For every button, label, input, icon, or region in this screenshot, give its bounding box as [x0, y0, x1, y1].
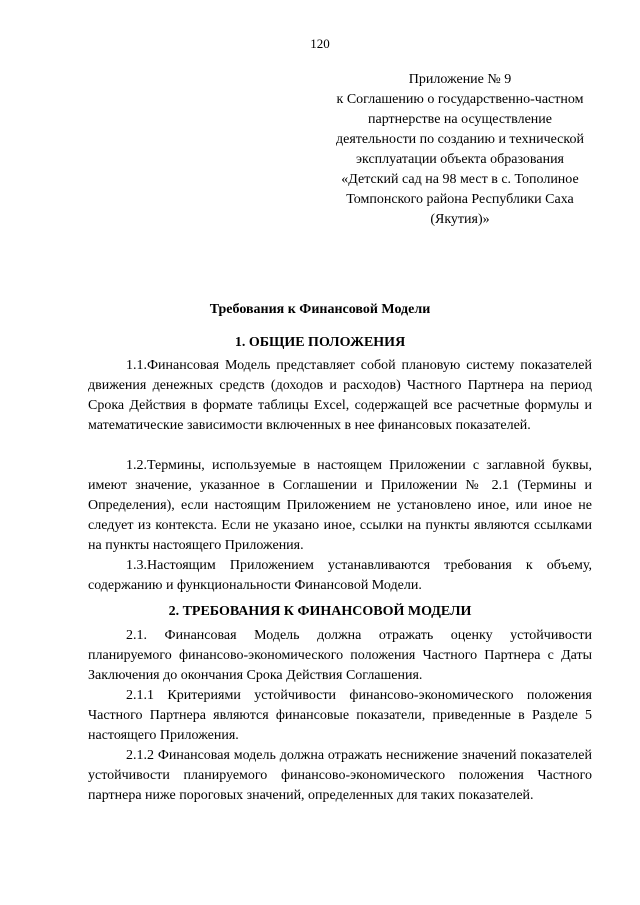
- section-heading-requirements: 2. ТРЕБОВАНИЯ К ФИНАНСОВОЙ МОДЕЛИ: [168, 604, 472, 619]
- paragraph-1-1: 1.1.Финансовая Модель представляет собой плановую систему показателей движения денежных средств (доходов и расходов) Частного Партнера на период Срока Действия в формате таблицы Excel, содержащей все расчетные формулы и математические зависимости включенных в нее финансовых показателей.: [88, 358, 592, 433]
- annex-line: к Соглашению о государственно-частном: [336, 92, 584, 107]
- annex-line: деятельности по созданию и технической: [336, 132, 584, 147]
- paragraph-1-3: 1.3.Настоящим Приложением устанавливаются требования к объему, содержанию и функциональности Финансовой Модели.: [88, 558, 592, 593]
- paragraph-2-1-2: 2.1.2 Финансовая модель должна отражать неснижение значений показателей устойчивости планируемого финансово-экономического положения Частного партнера ниже пороговых значений, определенных для таких показателей.: [88, 748, 592, 803]
- page-number: 120: [310, 36, 330, 51]
- document-title: Требования к Финансовой Модели: [209, 302, 431, 317]
- paragraph-1-2: 1.2.Термины, используемые в настоящем Приложении с заглавной буквы, имеют значение, указанное в Соглашении и Приложении № 2.1 (Термины и Определения), если настоящим Приложением не установлено иное, или иное не следует из контекста. Если не указано иное, ссылки на пункты являются ссылками на пункты настоящего Приложения.: [88, 458, 592, 553]
- section-heading-general: 1. ОБЩИЕ ПОЛОЖЕНИЯ: [234, 335, 406, 350]
- annex-line: (Якутия)»: [430, 212, 490, 227]
- paragraph-2-1-1: 2.1.1 Критериями устойчивости финансово-экономического положения Частного Партнера являются финансовые показатели, приведенные в Разделе 5 настоящего Приложения.: [88, 688, 592, 743]
- paragraph-2-1: 2.1. Финансовая Модель должна отражать оценку устойчивости планируемого финансово-экономического положения Частного Партнера с Даты Заключения до окончания Срока Действия Соглашения.: [88, 628, 592, 683]
- annex-line: Томпонского района Республики Саха: [346, 192, 574, 207]
- annex-line: эксплуатации объекта образования: [356, 152, 564, 167]
- annex-line: партнерстве на осуществление: [367, 112, 552, 127]
- annex-line: «Детский сад на 98 мест в с. Тополиное: [341, 172, 579, 187]
- annex-line: Приложение № 9: [408, 72, 512, 87]
- annex-header: [300, 70, 620, 230]
